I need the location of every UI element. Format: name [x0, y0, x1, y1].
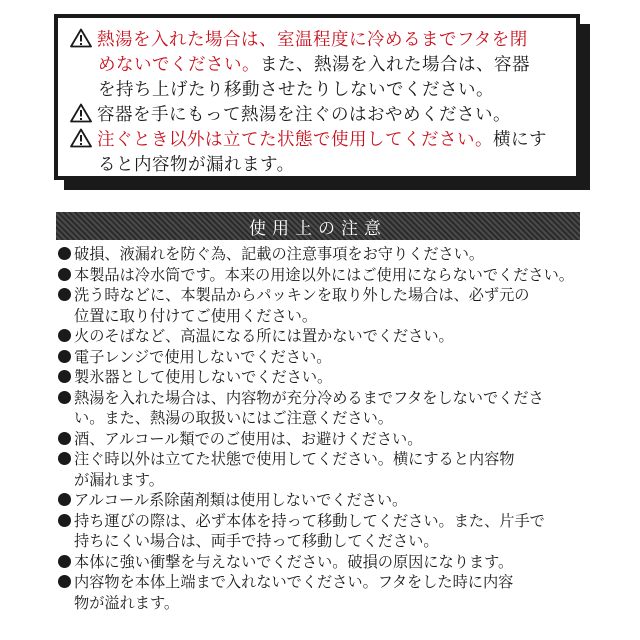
warning-line-5 — [70, 128, 564, 153]
bullet-dot-icon — [58, 350, 71, 363]
note-item — [58, 511, 588, 532]
bullet-dot-icon — [58, 452, 71, 465]
note-text: 火のそばなど、高温になる所には置かないでください。 — [74, 327, 454, 345]
warning-line-4 — [70, 103, 564, 128]
note-text: 洗う時などに、本製品からパッキンを取り外した場合は、必ず元の — [74, 286, 530, 304]
note-text: 製氷器として使用しないでください。 — [74, 368, 333, 386]
warning-text: 容器を手にもって熱湯を注ぐのはおやめください。 — [97, 105, 511, 125]
bullet-dot-icon — [58, 493, 71, 506]
warning-triangle-icon — [70, 103, 92, 123]
warning-text: を持ち上げたり移動させたりしないでください。 — [98, 80, 494, 100]
note-text: アルコール系除菌剤類は使用しないでください。 — [74, 491, 408, 509]
bullet-dot-icon — [58, 514, 71, 527]
note-text: 注ぐ時以外は立てた状態で使用してください。横にすると内容物 — [74, 450, 515, 468]
warning-line-3 — [70, 78, 564, 103]
note-text: 熱湯を入れた場合は、内容物が充分冷めるまでフタをしないでくださ — [74, 388, 544, 407]
bullet-dot-icon — [58, 391, 71, 404]
warning-line-1 — [70, 28, 564, 53]
note-item — [58, 265, 588, 286]
note-item-continuation — [58, 408, 588, 429]
bullet-dot-icon — [58, 575, 71, 588]
note-item — [58, 326, 588, 347]
note-text: い。また、熱湯の取扱いにはご注意ください。 — [74, 409, 393, 427]
note-text: 本製品は冷水筒です。本来の用途以外にはご使用にならないでください。 — [74, 265, 574, 284]
bullet-dot-icon — [58, 370, 71, 383]
note-text: 破損、液漏れを防ぐ為、記載の注意事項をお守りください。 — [74, 245, 485, 263]
warning-triangle-icon — [70, 28, 92, 48]
warning-text: また、熱湯を入れた場合は、容器 — [260, 55, 530, 75]
note-text: 物が溢れます。 — [74, 593, 180, 612]
note-text: 持ちにくい場合は、両手で持って移動してください。 — [74, 532, 439, 550]
note-item — [58, 367, 588, 388]
bullet-dot-icon — [58, 555, 71, 568]
note-text: 位置に取り付けてご使用ください。 — [74, 306, 317, 325]
note-item — [58, 490, 588, 511]
bullet-dot-icon — [58, 329, 71, 342]
note-item-continuation — [58, 531, 588, 552]
note-item — [58, 285, 588, 306]
bullet-dot-icon — [58, 288, 71, 301]
note-text: 本体に強い衝撃を与えないでください。破損の原因になります。 — [74, 552, 514, 571]
note-item-continuation — [58, 306, 588, 327]
note-item — [58, 449, 588, 470]
note-item — [58, 388, 588, 409]
warning-line-6 — [70, 153, 564, 178]
notes-list — [58, 244, 588, 613]
bullet-dot-icon — [58, 432, 71, 445]
note-item — [58, 244, 588, 265]
note-text: 電子レンジで使用しないでください。 — [74, 347, 332, 366]
warning-text: 熱湯を入れた場合は、室温程度に冷めるまでフタを閉 — [97, 30, 528, 50]
bullet-dot-icon — [58, 268, 71, 281]
note-text: が漏れます。 — [74, 470, 164, 489]
section-header — [56, 212, 580, 240]
note-item — [58, 572, 588, 593]
warning-box — [54, 14, 580, 180]
note-item — [58, 347, 588, 368]
warning-text: 横にす — [493, 130, 547, 150]
warning-text-red: めないでください。 — [98, 55, 260, 75]
section-title: 使用上の注意 — [249, 218, 387, 239]
note-text: 内容物を本体上端まで入れないでください。フタをした時に内容 — [74, 573, 514, 591]
note-item — [58, 552, 588, 573]
warning-line-2 — [70, 53, 564, 78]
note-item-continuation — [58, 470, 588, 491]
note-text: 酒、アルコール類でのご使用は、お避けください。 — [74, 429, 423, 448]
warning-text-red: 注ぐとき以外は立てた状態で使用してください。 — [97, 130, 493, 150]
warning-text: ると内容物が漏れます。 — [98, 155, 295, 175]
warning-triangle-icon — [70, 128, 92, 148]
note-text: 持ち運びの際は、必ず本体を持って移動してください。また、片手で — [74, 511, 545, 530]
note-item — [58, 429, 588, 450]
bullet-dot-icon — [58, 247, 71, 260]
note-item-continuation — [58, 593, 588, 614]
